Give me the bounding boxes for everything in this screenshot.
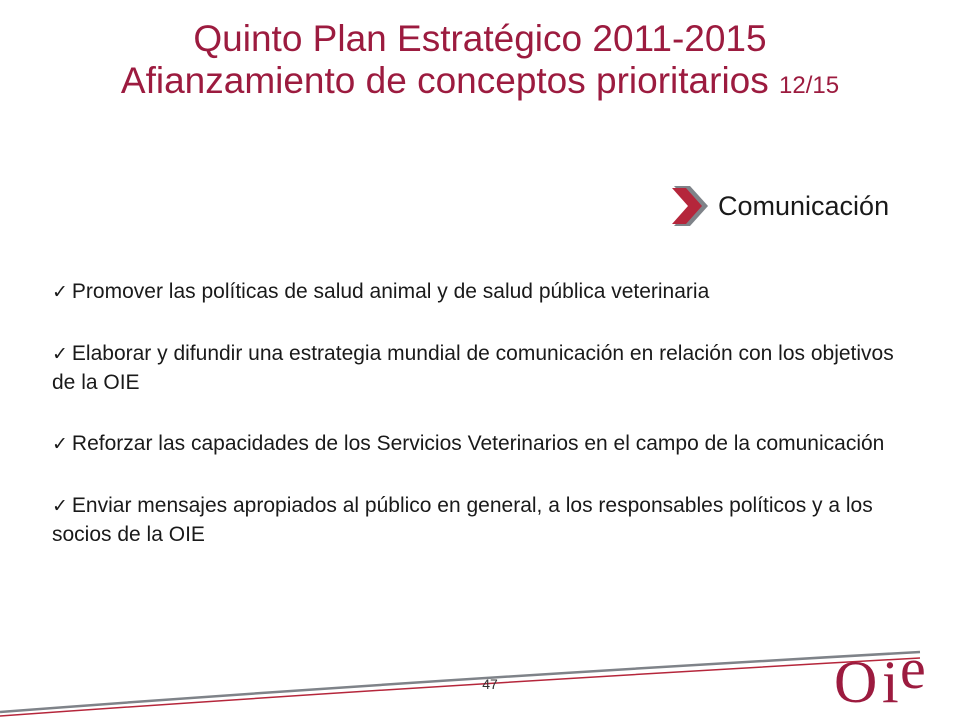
list-item-text: Reforzar las capacidades de los Servicios Veterinarios en el campo de la comunicación bbox=[71, 432, 885, 455]
list-item bbox=[52, 340, 912, 397]
svg-text:e: e bbox=[900, 636, 926, 701]
svg-text:i: i bbox=[882, 649, 899, 715]
title-line-2-text: Afianzamiento de conceptos prioritarios bbox=[120, 60, 769, 101]
list-item bbox=[52, 492, 912, 549]
checkmark-icon: ✓ bbox=[52, 496, 68, 517]
title-counter: 12/15 bbox=[779, 72, 840, 99]
bullet-list bbox=[52, 278, 912, 582]
section-heading bbox=[670, 184, 889, 228]
svg-text:O: O bbox=[834, 649, 878, 715]
list-item-text: Promover las políticas de salud animal y de salud pública veterinaria bbox=[71, 280, 710, 303]
checkmark-icon: ✓ bbox=[52, 434, 68, 455]
title-line-1: Quinto Plan Estratégico 2011-2015 bbox=[193, 18, 767, 59]
chevron-right-icon bbox=[670, 184, 710, 228]
slide-title bbox=[0, 18, 960, 107]
oie-logo bbox=[828, 632, 954, 721]
title-line-2 bbox=[0, 60, 960, 107]
list-item bbox=[52, 430, 912, 459]
list-item bbox=[52, 278, 912, 307]
section-label: Comunicación bbox=[718, 190, 890, 221]
page-number: 47 bbox=[482, 676, 498, 692]
list-item-text: Elaborar y difundir una estrategia mundial de comunicación en relación con los objetivos de la OIE bbox=[52, 342, 894, 394]
checkmark-icon: ✓ bbox=[52, 282, 68, 303]
list-item-text: Enviar mensajes apropiados al público en general, a los responsables políticos y a los socios de la OIE bbox=[52, 494, 873, 546]
checkmark-icon: ✓ bbox=[52, 344, 68, 365]
